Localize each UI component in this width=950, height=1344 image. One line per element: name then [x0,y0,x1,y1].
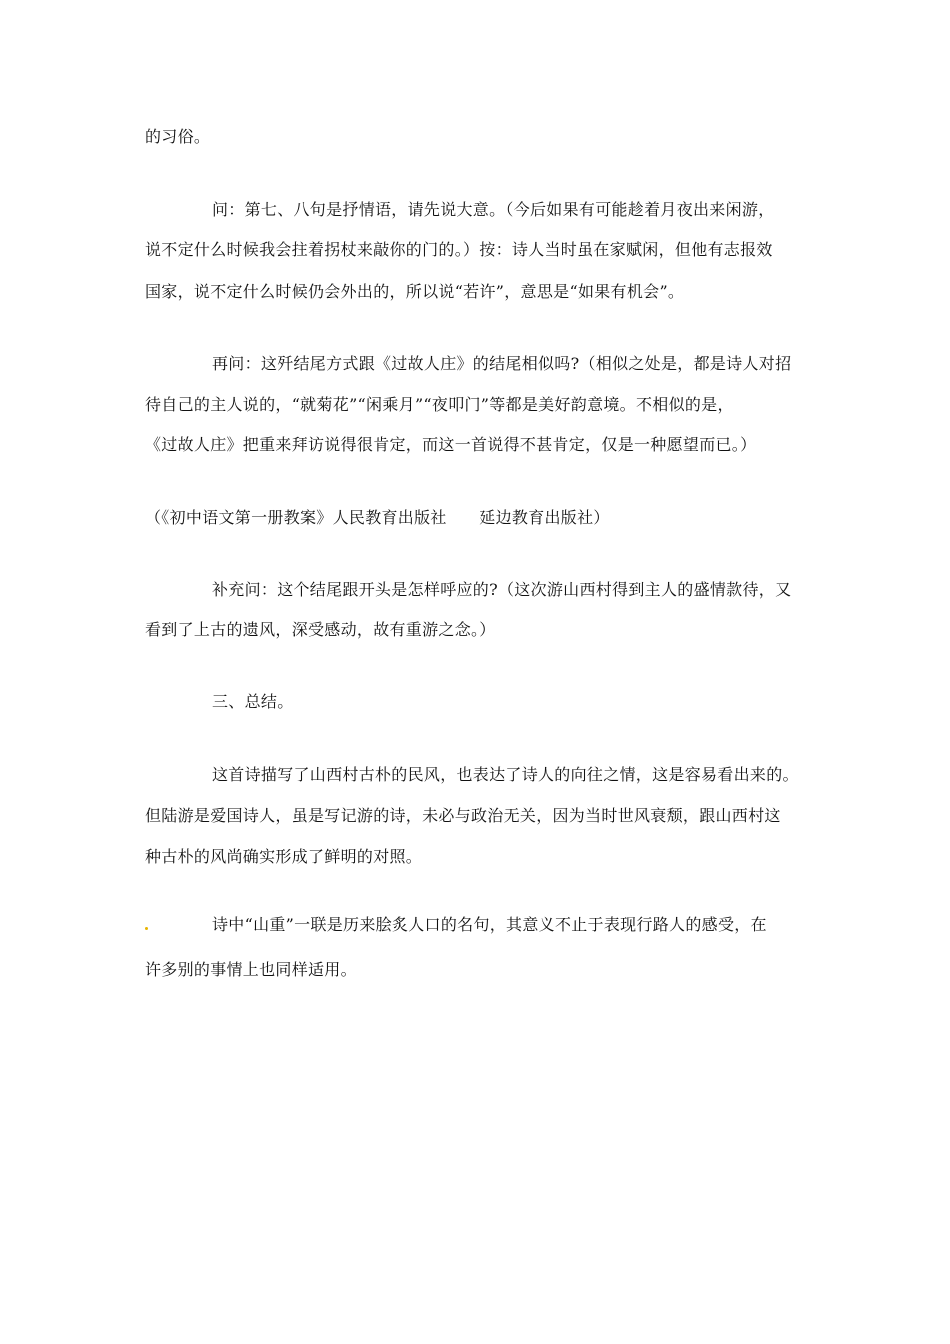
paragraph-line: 的习俗。 [145,127,211,146]
section-heading: 三、总结。 [212,692,294,711]
paragraph-line: 说不定什么时候我会拄着拐杖来敲你的门的。）按：诗人当时虽在家赋闲，但他有志报效 [145,240,773,259]
paragraph-line: 种古朴的风尚确实形成了鲜明的对照。 [145,847,423,866]
paragraph-line: 问：第七、八句是抒情语，请先说大意。（今后如果有可能趁着月夜出来闲游， [212,200,775,219]
paragraph-line: 补充问：这个结尾跟开头是怎样呼应的?（这次游山西村得到主人的盛情款待，又 [212,580,792,599]
marker-dot [145,927,148,930]
paragraph-line: 《过故人庄》把重来拜访说得很肯定，而这一首说得不甚肯定，仅是一种愿望而已。） [145,435,757,454]
paragraph-line: 这首诗描写了山西村古朴的民风，也表达了诗人的向往之情，这是容易看出来的。 [212,765,799,784]
paragraph-line: 诗中“山重”一联是历来脍炙人口的名句，其意义不止于表现行路人的感受，在 [212,915,767,934]
paragraph-line: 待自己的主人说的，“就菊花”“闲乘月”“夜叩门”等都是美好韵意境。不相似的是， [145,395,734,414]
paragraph-line: 许多别的事情上也同样适用。 [145,960,357,979]
paragraph-line: 国家，说不定什么时候仍会外出的，所以说“若许”，意思是“如果有机会”。 [145,282,685,301]
paragraph-line: 再问：这歼结尾方式跟《过故人庄》的结尾相似吗?（相似之处是，都是诗人对招 [212,354,792,373]
citation-line: （《初中语文第一册教案》人民教育出版社 延边教育出版社） [145,508,610,527]
paragraph-line: 看到了上古的遗风，深受感动，故有重游之念。） [145,620,496,639]
paragraph-line: 但陆游是爱国诗人，虽是写记游的诗，未必与政治无关，因为当时世风衰颓，跟山西村这 [145,806,781,825]
